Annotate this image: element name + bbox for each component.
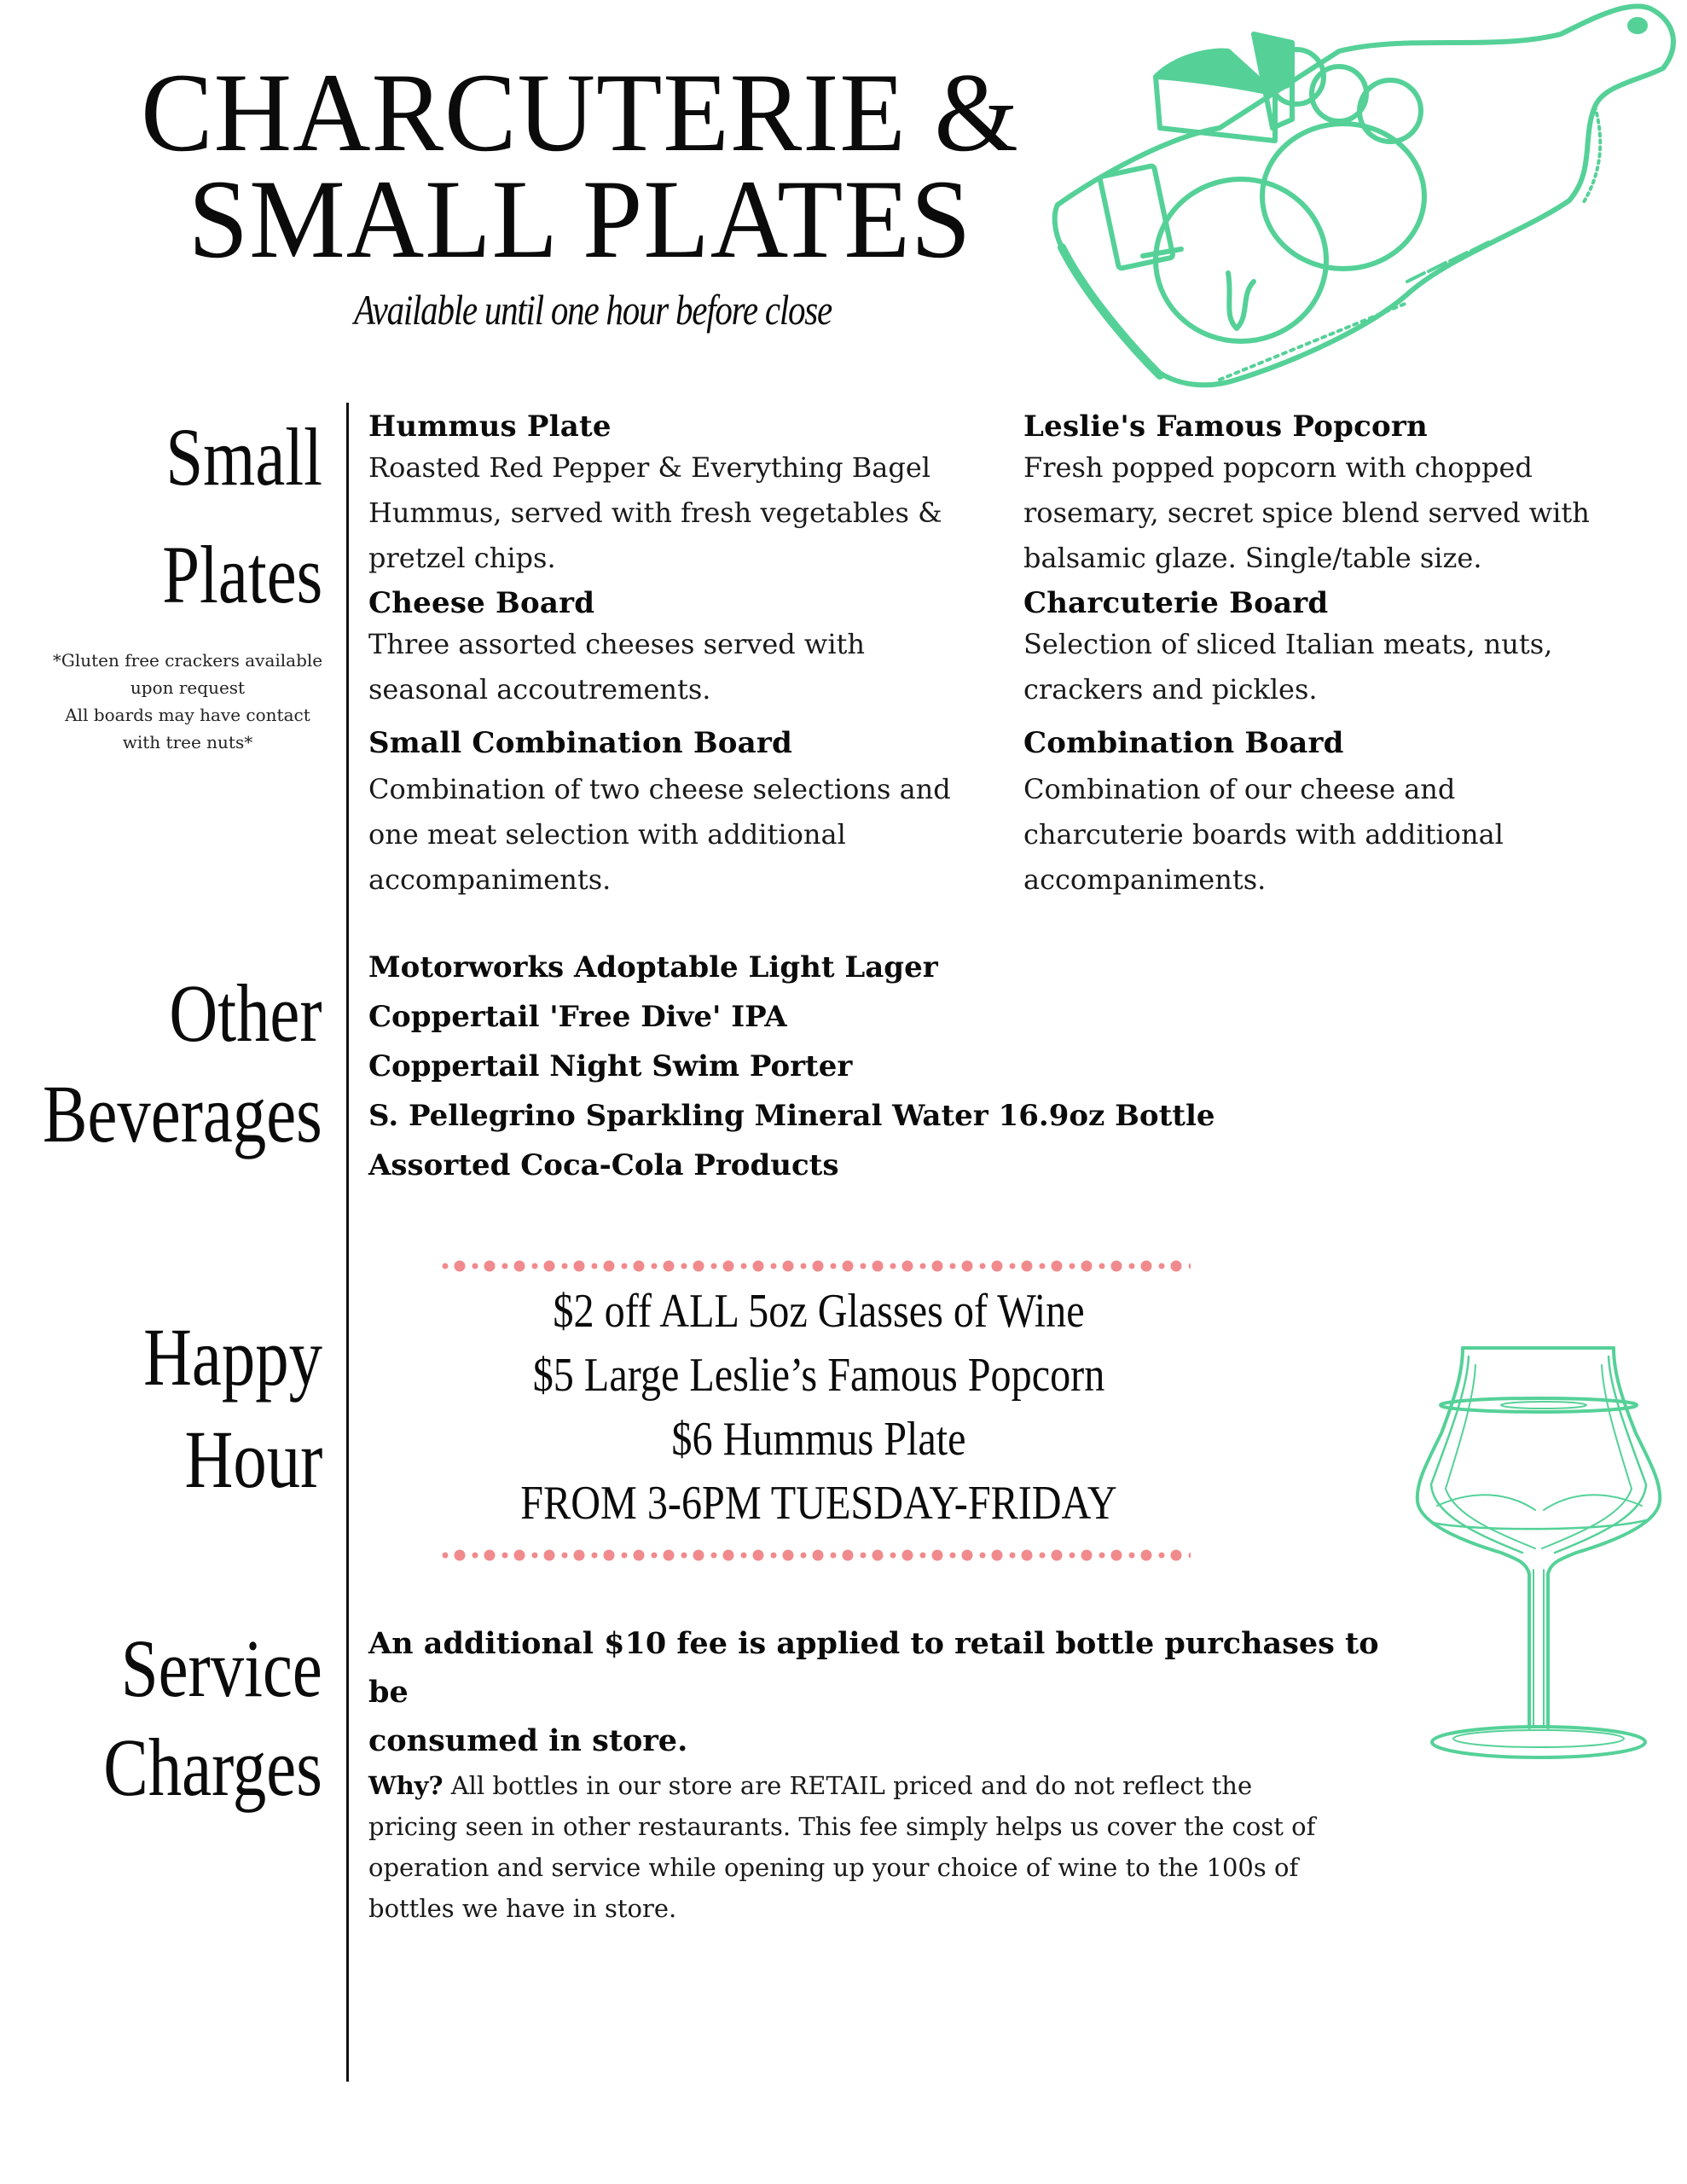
service-charge-text bbox=[368, 1619, 1392, 1929]
fee-explanation-line: pricing seen in other restaurants. This fee simply helps us cover the cost of bbox=[368, 1812, 1316, 1841]
item-desc: seasonal accoutrements. bbox=[368, 673, 711, 706]
note-line: with tree nuts* bbox=[122, 732, 253, 752]
section-heading-small: Small bbox=[165, 411, 322, 502]
beverage-item: Motorworks Adoptable Light Lager bbox=[368, 950, 938, 985]
item-desc: Hummus, served with fresh vegetables & bbox=[368, 497, 942, 529]
note-line: *Gluten free crackers available bbox=[52, 650, 323, 671]
note-line: upon request bbox=[130, 677, 246, 698]
allergen-note bbox=[34, 647, 341, 756]
item-desc: Roasted Red Pepper & Everything Bagel bbox=[368, 451, 931, 484]
menu-column-right bbox=[1023, 408, 1638, 903]
item-name: Hummus Plate bbox=[368, 410, 612, 444]
section-heading-other: Other bbox=[169, 967, 322, 1059]
menu-item-leslies-famous-popcorn bbox=[1023, 408, 1638, 581]
fee-statement: consumed in store. bbox=[368, 1723, 688, 1758]
item-name: Small Combination Board bbox=[368, 726, 792, 760]
item-desc: pretzel chips. bbox=[368, 542, 556, 574]
item-desc: accompaniments. bbox=[368, 863, 612, 896]
fee-statement: An additional $10 fee is applied to retail bottle purchases to be bbox=[368, 1626, 1379, 1710]
item-desc: Selection of sliced Italian meats, nuts, bbox=[1023, 628, 1553, 660]
menu-item-cheese-board bbox=[368, 584, 983, 712]
item-desc: Combination of our cheese and bbox=[1023, 773, 1456, 805]
beverage-item: S. Pellegrino Sparkling Mineral Water 16.9oz Bottle bbox=[368, 1099, 1215, 1133]
beverage-item: Assorted Coca-Cola Products bbox=[368, 1148, 839, 1182]
item-desc: balsamic glaze. Single/table size. bbox=[1023, 542, 1482, 574]
menu-item-hummus-plate bbox=[368, 408, 983, 581]
page-subtitle: Available until one hour before close bbox=[354, 286, 832, 334]
section-heading-charges: Charges bbox=[103, 1722, 322, 1813]
menu-item-charcuterie-board bbox=[1023, 584, 1638, 712]
happy-hour-line: $2 off ALL 5oz Glasses of Wine bbox=[553, 1285, 1085, 1338]
happy-hour-line: $5 Large Leslie’s Famous Popcorn bbox=[532, 1349, 1105, 1402]
menu-item-combination-board bbox=[1023, 724, 1638, 903]
happy-hour-line: $6 Hummus Plate bbox=[671, 1413, 966, 1466]
page-title-line-1: CHARCUTERIE & bbox=[141, 49, 1019, 175]
item-name: Combination Board bbox=[1023, 726, 1344, 760]
beverage-list bbox=[368, 943, 1215, 1190]
section-heading-beverages: Beverages bbox=[43, 1068, 322, 1159]
section-heading-service: Service bbox=[120, 1623, 322, 1714]
item-desc: crackers and pickles. bbox=[1023, 673, 1318, 706]
item-desc: Three assorted cheeses served with bbox=[368, 628, 866, 660]
fee-explanation bbox=[368, 1765, 1392, 1806]
menu-column-left bbox=[368, 408, 983, 903]
vertical-divider bbox=[346, 403, 349, 2082]
why-label: Why? bbox=[368, 1771, 443, 1800]
happy-hour-times: FROM 3-6PM TUESDAY-FRIDAY bbox=[520, 1477, 1117, 1530]
beverage-item: Coppertail 'Free Dive' IPA bbox=[368, 1000, 787, 1034]
item-desc: Combination of two cheese selections and bbox=[368, 773, 951, 805]
section-heading-hour: Hour bbox=[184, 1414, 322, 1505]
fee-explanation-line: bottles we have in store. bbox=[368, 1894, 677, 1923]
section-heading-happy: Happy bbox=[143, 1311, 322, 1403]
wine-glass-icon bbox=[1407, 1339, 1672, 1766]
beverage-item: Coppertail Night Swim Porter bbox=[368, 1049, 853, 1083]
item-desc: charcuterie boards with additional bbox=[1023, 818, 1504, 851]
happy-hour-specials bbox=[426, 1280, 1211, 1536]
dotted-divider-bottom bbox=[440, 1547, 1191, 1564]
item-desc: accompaniments. bbox=[1023, 863, 1267, 896]
fee-explanation-line: operation and service while opening up your choice of wine to the 100s of bbox=[368, 1853, 1299, 1882]
item-desc: one meat selection with additional bbox=[368, 818, 846, 851]
fee-explanation-line: All bottles in our store are RETAIL priced and do not reflect the bbox=[443, 1771, 1253, 1800]
menu-item-small-combination-board bbox=[368, 724, 983, 903]
page-title-line-2: SMALL PLATES bbox=[188, 156, 972, 282]
item-desc: rosemary, secret spice blend served with bbox=[1023, 497, 1590, 529]
item-name: Leslie's Famous Popcorn bbox=[1023, 410, 1428, 444]
charcuterie-board-icon bbox=[1049, 0, 1687, 401]
item-name: Cheese Board bbox=[368, 586, 595, 620]
dotted-divider-top bbox=[440, 1258, 1191, 1275]
item-name: Charcuterie Board bbox=[1023, 586, 1329, 620]
item-desc: Fresh popped popcorn with chopped bbox=[1023, 451, 1533, 484]
note-line: All boards may have contact bbox=[65, 705, 310, 725]
section-heading-plates: Plates bbox=[161, 529, 322, 620]
